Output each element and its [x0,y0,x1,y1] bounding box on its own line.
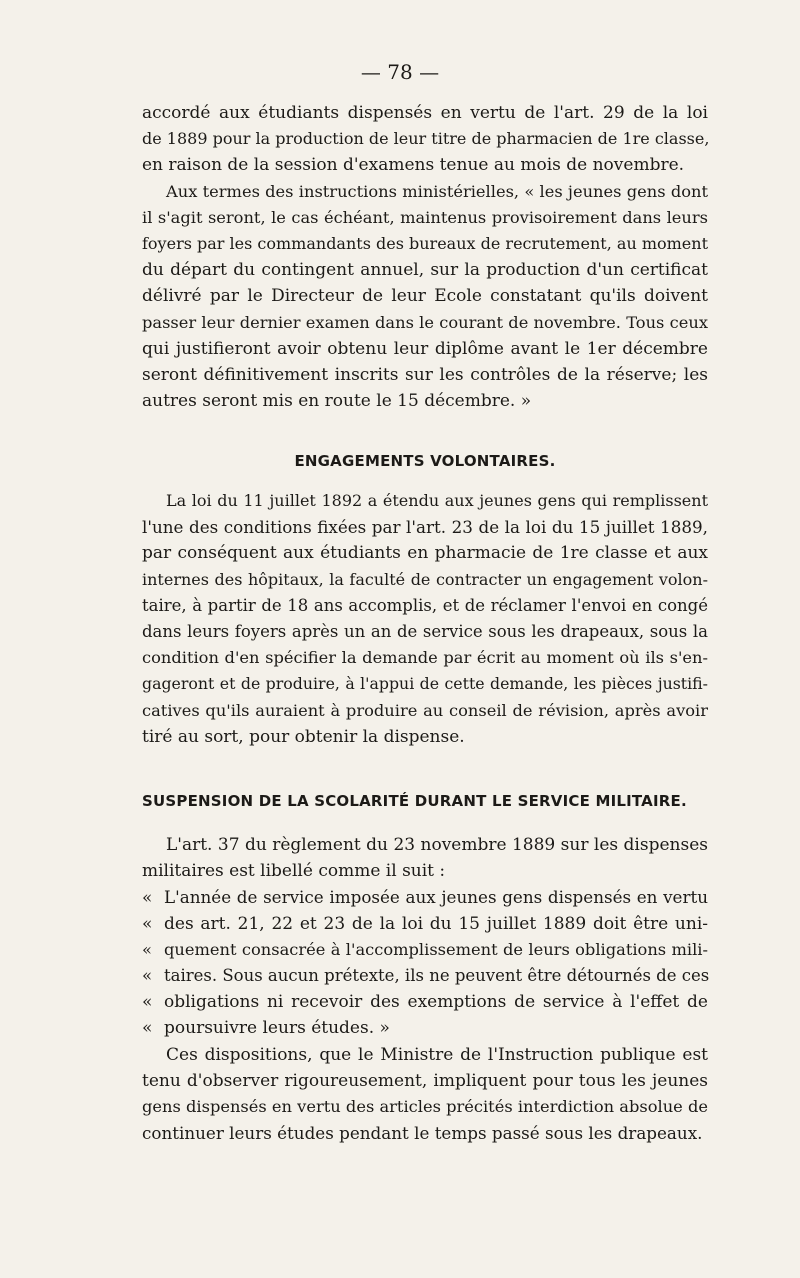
text-line: passer leur dernier examen dans le courant de novembre. Tous ceux [142,312,708,332]
quote-text: poursuivre leurs études. » [164,1018,390,1039]
text-line: Aux termes des instructions ministérielles, « les jeunes gens dont [166,181,708,201]
text-line: La loi du 11 juillet 1892 a étendu aux jeunes gens qui remplissent [166,491,708,510]
text-line: gageront et de produire, à l'appui de cette demande, les pièces justifi- [142,674,708,694]
text-line: délivré par le Directeur de leur Ecole constatant qu'ils doivent [142,286,708,307]
quote-text: L'année de service imposée aux jeunes gens dispensés en vertu [164,887,708,908]
text-line: autres seront mis en route le 15 décembre. » [142,391,532,412]
text-line: il s'agit seront, le cas échéant, maintenus provisoirement dans leurs [142,207,708,227]
text-line: militaires est libellé comme il suit : [142,861,446,882]
page-number: — 78 — [360,60,440,84]
quote-line [142,989,708,1015]
text-line: tenu d'observer rigoureusement, impliquent pour tous les jeunes [142,1070,708,1091]
quote-text: taires. Sous aucun prétexte, ils ne peuvent être détournés de ces [164,965,710,985]
text-line: internes des hôpitaux, la faculté de contracter un engagement volon- [142,569,708,589]
quote-line [142,937,708,963]
text-line: tiré au sort, pour obtenir la dispense. [142,726,465,747]
section-heading-engagements: ENGAGEMENTS VOLONTAIRES. [294,452,556,470]
section-engagements-text [142,488,708,750]
section-heading-suspension: SUSPENSION DE LA SCOLARITÉ DURANT LE SERVICE MILITAIRE. [142,792,687,810]
text-line: continuer leurs études pendant le temps passé sous les drapeaux. [142,1123,703,1144]
quote-line [142,963,708,989]
quote-text: obligations ni recevoir des exemptions de service à l'effet de [164,992,708,1013]
text-line: Ces dispositions, que le Ministre de l'Instruction publique est [166,1044,708,1065]
text-line: l'une des conditions fixées par l'art. 23 de la loi du 15 juillet 1889, [142,517,708,538]
quote-text: des art. 21, 22 et 23 de la loi du 15 juillet 1889 doit être uni- [164,913,708,934]
text-line: du départ du contingent annuel, sur la production d'un certificat [142,260,708,281]
text-line: en raison de la session d'examens tenue au mois de novembre. [142,155,685,176]
quote-mark: « [142,887,153,908]
section-suspension-text [142,832,708,1146]
text-line: gens dispensés en vertu des articles précités interdiction absolue de [142,1096,708,1116]
text-line: catives qu'ils auraient à produire au conseil de révision, après avoir [142,700,708,720]
text-line: seront définitivement inscrits sur les contrôles de la réserve; les [142,364,708,385]
text-line: taire, à partir de 18 ans accomplis, et de réclamer l'envoi en congé [142,595,708,615]
section-recruitment-text [142,100,708,414]
text-line: dans leurs foyers après un an de service sous les drapeaux, sous la [142,621,708,641]
quote-line [142,1015,708,1041]
quote-text: quement consacrée à l'accomplissement de leurs obligations mili- [164,939,708,959]
text-line: par conséquent aux étudiants en pharmacie de 1re classe et aux [142,543,708,564]
quote-mark: « [142,1018,153,1039]
text-line: foyers par les commandants des bureaux de recrutement, au moment [142,233,709,253]
quote-mark: « [142,939,152,959]
quote-line [142,911,708,937]
quote-mark: « [142,992,153,1013]
text-line: de 1889 pour la production de leur titre de pharmacien de 1re classe, [142,129,710,149]
quote-mark: « [142,913,153,934]
quote-line [142,884,708,910]
text-line: L'art. 37 du règlement du 23 novembre 1889 sur les dispenses [166,835,708,855]
text-line: qui justifieront avoir obtenu leur diplôme avant le 1er décembre [142,338,708,359]
text-line: condition d'en spécifier la demande par écrit au moment où ils s'en- [142,648,708,668]
text-line: accordé aux étudiants dispensés en vertu de l'art. 29 de la loi [142,103,708,123]
quote-mark: « [142,965,153,985]
